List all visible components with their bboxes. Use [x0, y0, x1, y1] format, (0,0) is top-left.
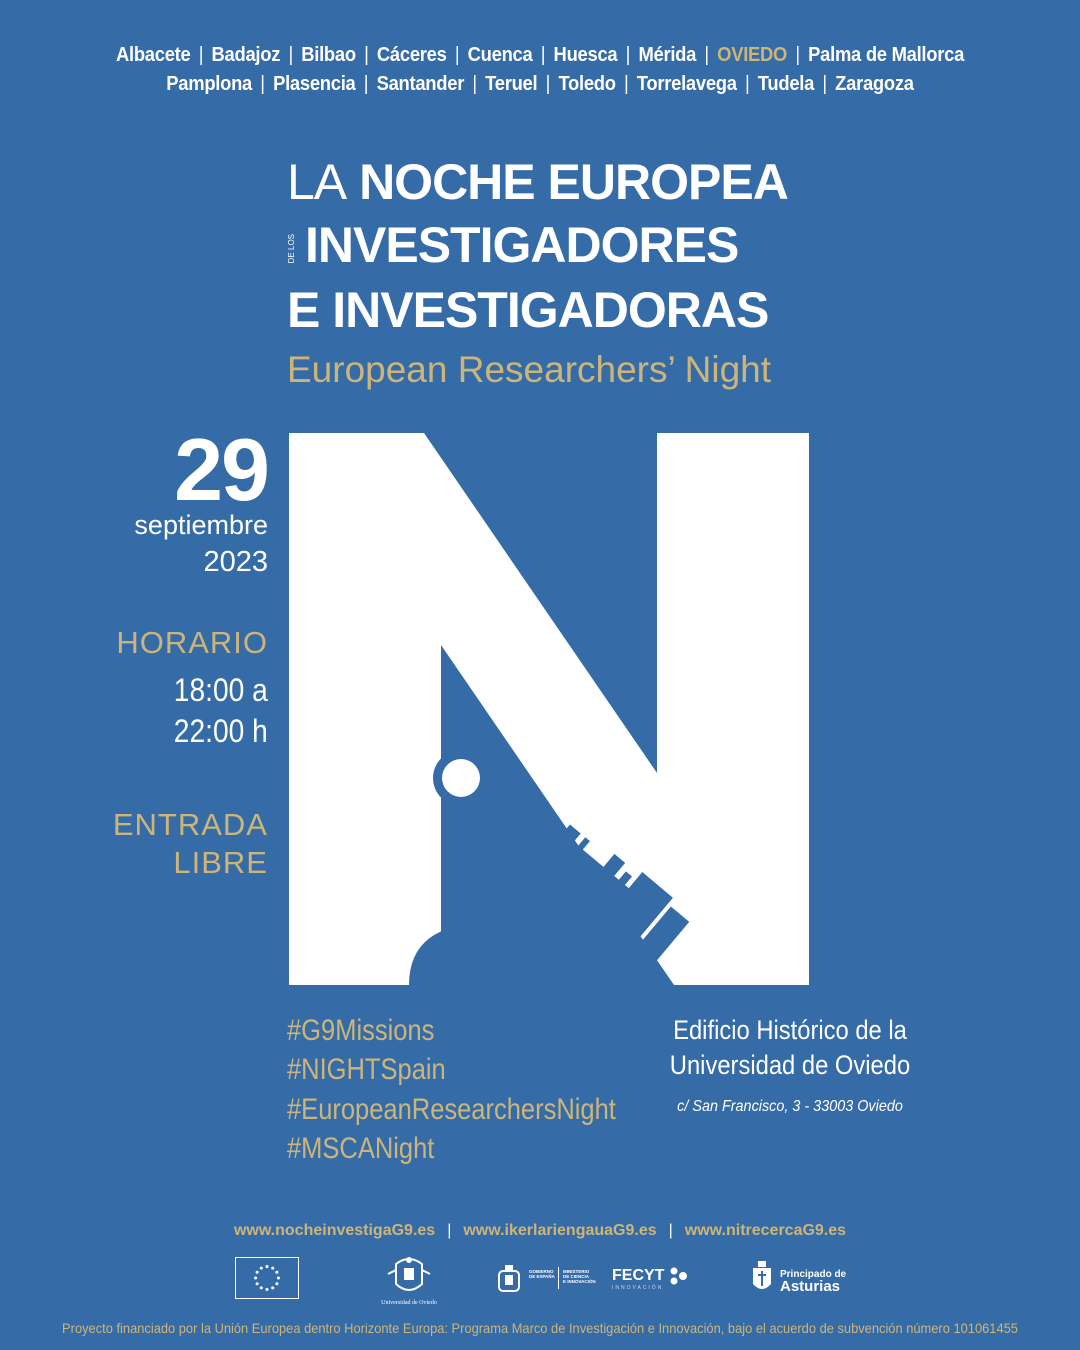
- city-separator: |: [472, 73, 477, 95]
- hashtag: #MSCANight: [287, 1132, 435, 1165]
- city-separator: |: [364, 44, 369, 66]
- separator: |: [447, 1222, 452, 1239]
- city-separator: |: [260, 73, 265, 95]
- city-separator: |: [198, 44, 204, 66]
- eu-star-icon: [265, 1288, 268, 1291]
- ministry-line-2: DE CIENCIA: [563, 1274, 590, 1279]
- website-link[interactable]: www.ikerlariengauaG9.es: [463, 1222, 657, 1239]
- schedule-end: 22:00 h: [174, 713, 268, 749]
- city-name: Badajoz: [211, 44, 281, 66]
- city-separator: |: [745, 73, 750, 95]
- city-separator: |: [822, 73, 827, 95]
- title-de-los: DE LOS: [287, 234, 296, 264]
- city-name: Mérida: [638, 44, 697, 66]
- fecyt-name: FECYT: [612, 1267, 665, 1285]
- eu-star-icon: [256, 1282, 259, 1285]
- schedule-start: 18:00 a: [174, 672, 268, 708]
- city-name: Bilbao: [301, 44, 356, 66]
- big-n-microscope-graphic: [289, 433, 809, 985]
- title-la: LA: [287, 154, 347, 210]
- city-separator: |: [545, 73, 551, 95]
- ministry-line-1: MINISTERIO: [563, 1269, 590, 1274]
- uniovi-caption: Universidad de Oviedo: [381, 1300, 437, 1306]
- fecyt-logo: [612, 1266, 689, 1286]
- city-separator: |: [625, 44, 631, 66]
- gobierno-espana-logo: [496, 1263, 606, 1295]
- website-links: [0, 1219, 1080, 1243]
- hashtag: #EuropeanResearchersNight: [287, 1093, 616, 1126]
- event-year: 2023: [203, 546, 268, 578]
- venue-line-2: Universidad de Oviedo: [669, 1050, 911, 1080]
- eu-flag-logo: [235, 1257, 299, 1299]
- separator: |: [668, 1222, 673, 1239]
- city-separator: |: [454, 44, 460, 66]
- eu-star-icon: [275, 1271, 278, 1274]
- city-name: Torrelavega: [636, 73, 737, 95]
- eu-star-icon: [254, 1276, 257, 1279]
- event-day: 29: [174, 420, 268, 519]
- website-link[interactable]: www.nitrecercaG9.es: [684, 1222, 847, 1239]
- title-investigadores: INVESTIGADORES: [305, 217, 739, 273]
- title-line-3: E INVESTIGADORAS: [287, 282, 769, 338]
- city-name: Cáceres: [376, 44, 447, 66]
- city-name: Huesca: [553, 44, 618, 66]
- city-name: Teruel: [485, 73, 538, 95]
- eu-star-icon: [260, 1286, 263, 1289]
- schedule-label: HORARIO: [116, 625, 268, 660]
- city-separator: |: [288, 44, 293, 66]
- title-line-1: [287, 152, 788, 212]
- university-crest-icon: [374, 1254, 444, 1298]
- city-name: Zaragoza: [835, 73, 914, 95]
- cities-row-1: [43, 44, 1037, 67]
- event-month: septiembre: [134, 510, 268, 540]
- eu-star-icon: [256, 1271, 259, 1274]
- venue-line-1: Edificio Histórico de la: [673, 1015, 907, 1045]
- gob-line-1: GOBIERNO: [529, 1269, 554, 1274]
- gob-line-2: DE ESPAÑA: [529, 1274, 555, 1279]
- city-name: Santander: [376, 73, 465, 95]
- city-name: Toledo: [558, 73, 616, 95]
- fecyt-dots-icon: [669, 1266, 689, 1286]
- asturias-big-text: Asturias: [780, 1278, 841, 1295]
- entry-label: ENTRADA: [112, 807, 268, 842]
- city-separator: |: [795, 44, 800, 66]
- asturias-crest-icon: [750, 1260, 774, 1296]
- city-name: Plasencia: [273, 73, 356, 95]
- subtitle: European Researchers’ Night: [287, 349, 771, 390]
- eu-star-icon: [265, 1265, 268, 1268]
- city-name: Albacete: [115, 44, 191, 66]
- eu-star-icon: [271, 1267, 274, 1270]
- title-noche-europea: NOCHE EUROPEA: [359, 154, 788, 210]
- eu-star-icon: [275, 1282, 278, 1285]
- ministry-line-3: E INNOVACIÓN: [563, 1279, 596, 1284]
- city-separator: |: [624, 73, 629, 95]
- city-name: OVIEDO: [717, 44, 788, 66]
- city-separator: |: [540, 44, 546, 66]
- eu-star-icon: [271, 1286, 274, 1289]
- hashtag: #G9Missions: [287, 1014, 435, 1047]
- city-separator: |: [704, 44, 709, 66]
- eu-star-icon: [260, 1267, 263, 1270]
- venue-address: c/ San Francisco, 3 - 33003 Oviedo: [677, 1098, 903, 1115]
- eu-star-icon: [277, 1276, 280, 1279]
- title-line-2: [287, 215, 738, 275]
- funding-footer: Proyecto financiado por la Unión Europea dentro Horizonte Europa: Programa Marco de Investigación e Innovación, bajo el acuerdo de subvención número 101061455: [62, 1320, 1018, 1336]
- hashtag: #NIGHTSpain: [287, 1053, 446, 1086]
- universidad-oviedo-logo: [374, 1254, 444, 1306]
- city-separator: |: [363, 73, 369, 95]
- asturias-small-text: Principado de: [780, 1269, 847, 1280]
- spain-coat-of-arms-icon: [496, 1263, 522, 1295]
- city-name: Cuenca: [467, 44, 533, 66]
- website-link[interactable]: www.nocheinvestigaG9.es: [233, 1222, 436, 1239]
- divider: [558, 1267, 559, 1289]
- city-name: Palma de Mallorca: [808, 44, 965, 66]
- cities-row-2: [43, 73, 1037, 96]
- city-name: Tudela: [757, 73, 815, 95]
- fecyt-sub: INNOVACIÓN: [612, 1285, 664, 1291]
- entry-free: LIBRE: [173, 845, 268, 880]
- city-name: Pamplona: [166, 73, 253, 95]
